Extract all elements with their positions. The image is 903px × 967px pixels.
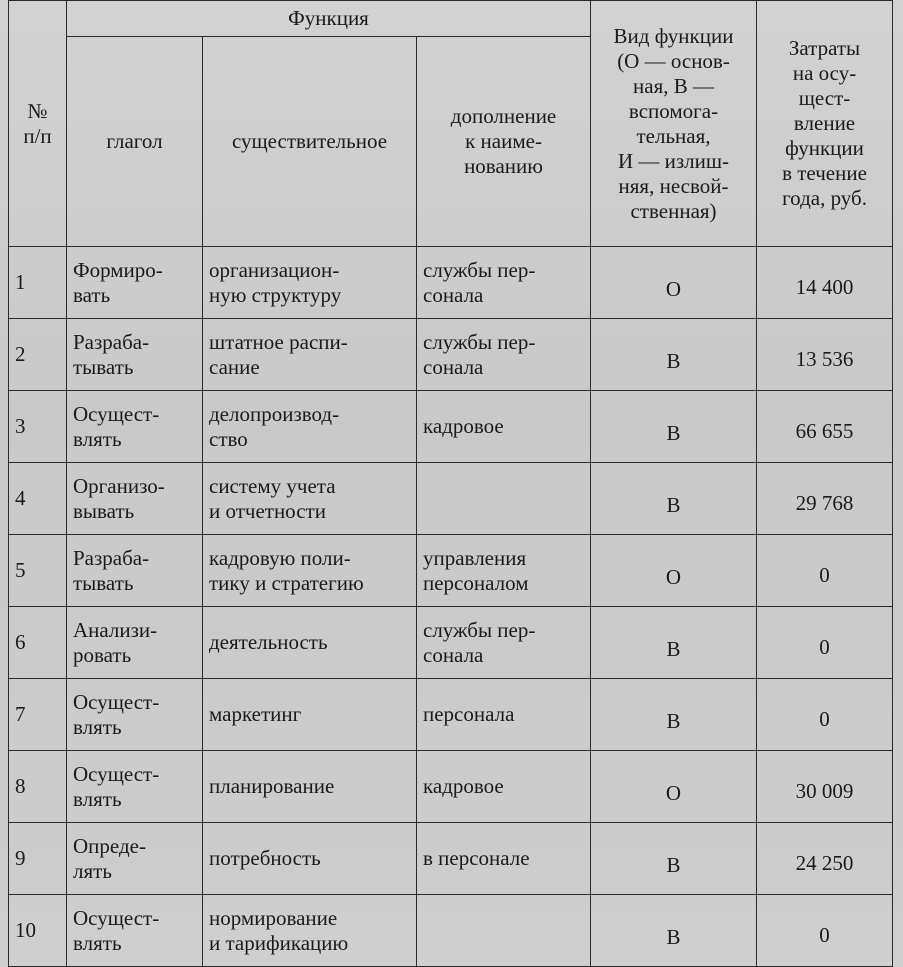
addition-cell: службы пер- сонала	[417, 319, 591, 391]
table-row	[9, 535, 893, 607]
noun-cell: организацион- ную структуру	[203, 247, 417, 319]
header-verb: глагол	[67, 37, 203, 247]
header-number: № п/п	[9, 1, 67, 247]
verb-cell: Анализи- ровать	[67, 607, 203, 679]
table-row	[9, 319, 893, 391]
table-row	[9, 679, 893, 751]
verb-cell: Формиро- вать	[67, 247, 203, 319]
verb-cell: Разраба- тывать	[67, 535, 203, 607]
noun-cell: делопроизвод- ство	[203, 391, 417, 463]
table-row	[9, 463, 893, 535]
noun-cell: деятельность	[203, 607, 417, 679]
cost-cell: 14 400	[757, 247, 893, 319]
cost-cell: 24 250	[757, 823, 893, 895]
table-row	[9, 607, 893, 679]
cost-cell: 30 009	[757, 751, 893, 823]
function-type-cell: В	[591, 679, 757, 751]
function-type-cell: В	[591, 319, 757, 391]
table-row	[9, 247, 893, 319]
cost-cell: 29 768	[757, 463, 893, 535]
function-type-cell: О	[591, 247, 757, 319]
verb-cell: Осущест- влять	[67, 895, 203, 967]
addition-cell	[417, 895, 591, 967]
noun-cell: нормирование и тарификацию	[203, 895, 417, 967]
row-number: 1	[9, 247, 67, 319]
row-number: 4	[9, 463, 67, 535]
function-type-cell: В	[591, 463, 757, 535]
cost-cell: 13 536	[757, 319, 893, 391]
function-type-cell: О	[591, 535, 757, 607]
function-type-cell: В	[591, 895, 757, 967]
row-number: 9	[9, 823, 67, 895]
cost-cell: 0	[757, 895, 893, 967]
header-row-top	[9, 1, 893, 37]
cost-cell: 0	[757, 535, 893, 607]
noun-cell: кадровую поли- тику и стратегию	[203, 535, 417, 607]
row-number: 5	[9, 535, 67, 607]
header-function-type: Вид функции (О — основ- ная, В — вспомога- тельная, И — излиш- няя, несвой- ственная)	[591, 1, 757, 247]
table-row	[9, 391, 893, 463]
cost-cell: 0	[757, 679, 893, 751]
table-row	[9, 823, 893, 895]
addition-cell: управления персоналом	[417, 535, 591, 607]
header-noun: существительное	[203, 37, 417, 247]
row-number: 3	[9, 391, 67, 463]
verb-cell: Осущест- влять	[67, 391, 203, 463]
noun-cell: систему учета и отчетности	[203, 463, 417, 535]
row-number: 6	[9, 607, 67, 679]
table-row	[9, 751, 893, 823]
noun-cell: штатное распи- сание	[203, 319, 417, 391]
table-row	[9, 895, 893, 967]
cost-cell: 0	[757, 607, 893, 679]
header-cost: Затраты на осу- щест- вление функции в течение года, руб.	[757, 1, 893, 247]
addition-cell: персонала	[417, 679, 591, 751]
verb-cell: Опреде- лять	[67, 823, 203, 895]
row-number: 2	[9, 319, 67, 391]
verb-cell: Осущест- влять	[67, 679, 203, 751]
addition-cell: службы пер- сонала	[417, 607, 591, 679]
addition-cell: кадровое	[417, 751, 591, 823]
row-number: 10	[9, 895, 67, 967]
function-type-cell: О	[591, 751, 757, 823]
functions-table	[8, 0, 893, 967]
noun-cell: маркетинг	[203, 679, 417, 751]
function-type-cell: В	[591, 391, 757, 463]
header-addition: дополнение к наиме- нованию	[417, 37, 591, 247]
addition-cell: службы пер- сонала	[417, 247, 591, 319]
noun-cell: потребность	[203, 823, 417, 895]
cost-cell: 66 655	[757, 391, 893, 463]
addition-cell: в персонале	[417, 823, 591, 895]
addition-cell	[417, 463, 591, 535]
verb-cell: Осущест- влять	[67, 751, 203, 823]
function-type-cell: В	[591, 823, 757, 895]
row-number: 8	[9, 751, 67, 823]
row-number: 7	[9, 679, 67, 751]
verb-cell: Организо- вывать	[67, 463, 203, 535]
verb-cell: Разраба- тывать	[67, 319, 203, 391]
function-type-cell: В	[591, 607, 757, 679]
header-function-group: Функция	[67, 1, 591, 37]
addition-cell: кадровое	[417, 391, 591, 463]
noun-cell: планирование	[203, 751, 417, 823]
